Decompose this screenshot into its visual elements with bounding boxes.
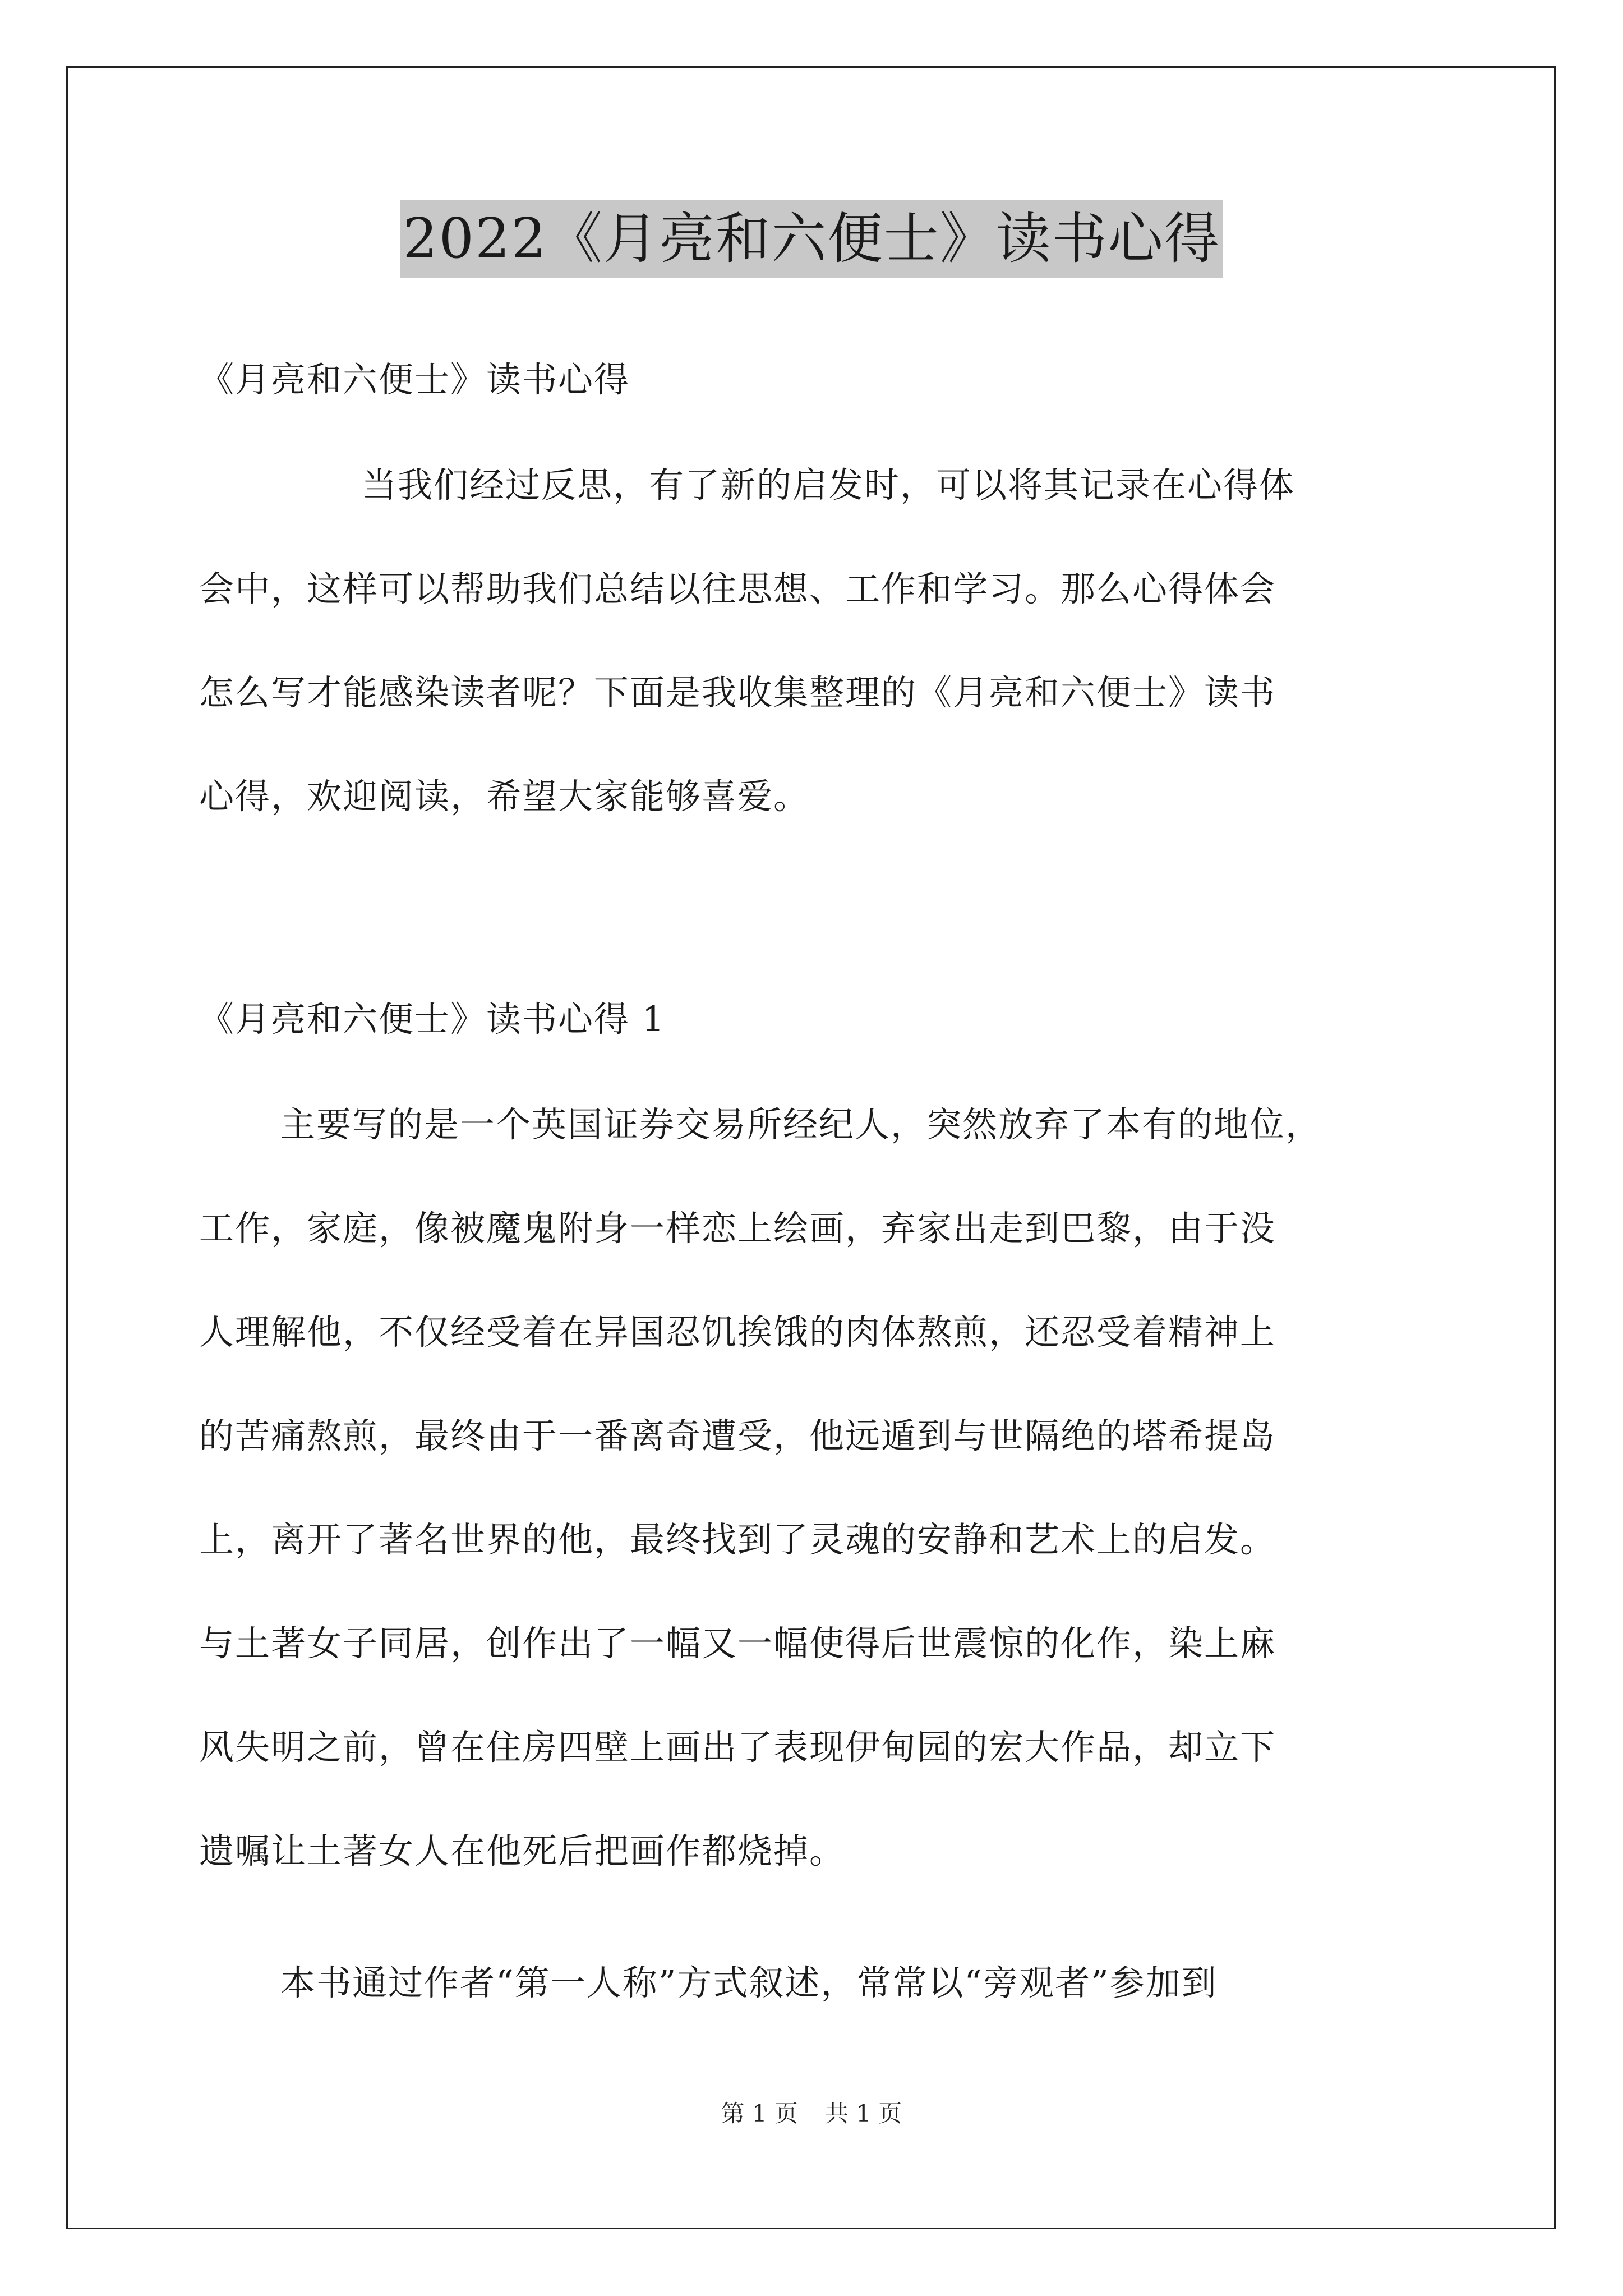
body-paragraph-2	[199, 1958, 1455, 2062]
page-footer	[0, 2097, 1623, 2131]
intro-paragraph	[199, 460, 1455, 875]
page-number-total: 共 1 页	[825, 2100, 902, 2127]
document-subtitle: 《月亮和六便士》读书心得	[199, 359, 630, 400]
intro-line: 怎么写才能感染读者呢？下面是我收集整理的《月亮和六便士》读书	[199, 672, 1276, 713]
body-paragraph	[199, 1099, 1455, 1930]
body-line: 工作，家庭，像被魔鬼附身一样恋上绘画，弃家出走到巴黎，由于没	[199, 1208, 1276, 1249]
body-line: 人理解他，不仅经受着在异国忍饥挨饿的肉体熬煎，还忍受着精神上	[199, 1312, 1276, 1352]
section-heading: 《月亮和六便士》读书心得 1	[199, 999, 666, 1039]
body-line: 主要写的是一个英国证券交易所经纪人，突然放弃了本有的地位，	[280, 1104, 1322, 1145]
document-title: 2022《月亮和六便士》读书心得	[400, 200, 1222, 278]
body-line: 上，离开了著名世界的他，最终找到了灵魂的安静和艺术上的启发。	[199, 1519, 1276, 1560]
body-line: 风失明之前，曾在住房四壁上画出了表现伊甸园的宏大作品，却立下	[199, 1727, 1276, 1768]
body-line: 遗嘱让土著女人在他死后把画作都烧掉。	[199, 1830, 846, 1871]
page-number-current: 第 1 页	[721, 2100, 798, 2127]
body-line: 的苦痛熬煎，最终由于一番离奇遭受，他远遁到与世隔绝的塔希提岛	[199, 1415, 1276, 1456]
title-container	[0, 200, 1623, 278]
intro-line: 当我们经过反思，有了新的启发时，可以将其记录在心得体	[362, 464, 1295, 505]
body-line: 与土著女子同居，创作出了一幅又一幅使得后世震惊的化作，染上麻	[199, 1623, 1276, 1664]
body-line: 本书通过作者“第一人称”方式叙述，常常以“旁观者”参加到	[280, 1962, 1218, 2003]
intro-line: 心得，欢迎阅读，希望大家能够喜爱。	[199, 776, 810, 817]
intro-line: 会中，这样可以帮助我们总结以往思想、工作和学习。那么心得体会	[199, 568, 1276, 609]
